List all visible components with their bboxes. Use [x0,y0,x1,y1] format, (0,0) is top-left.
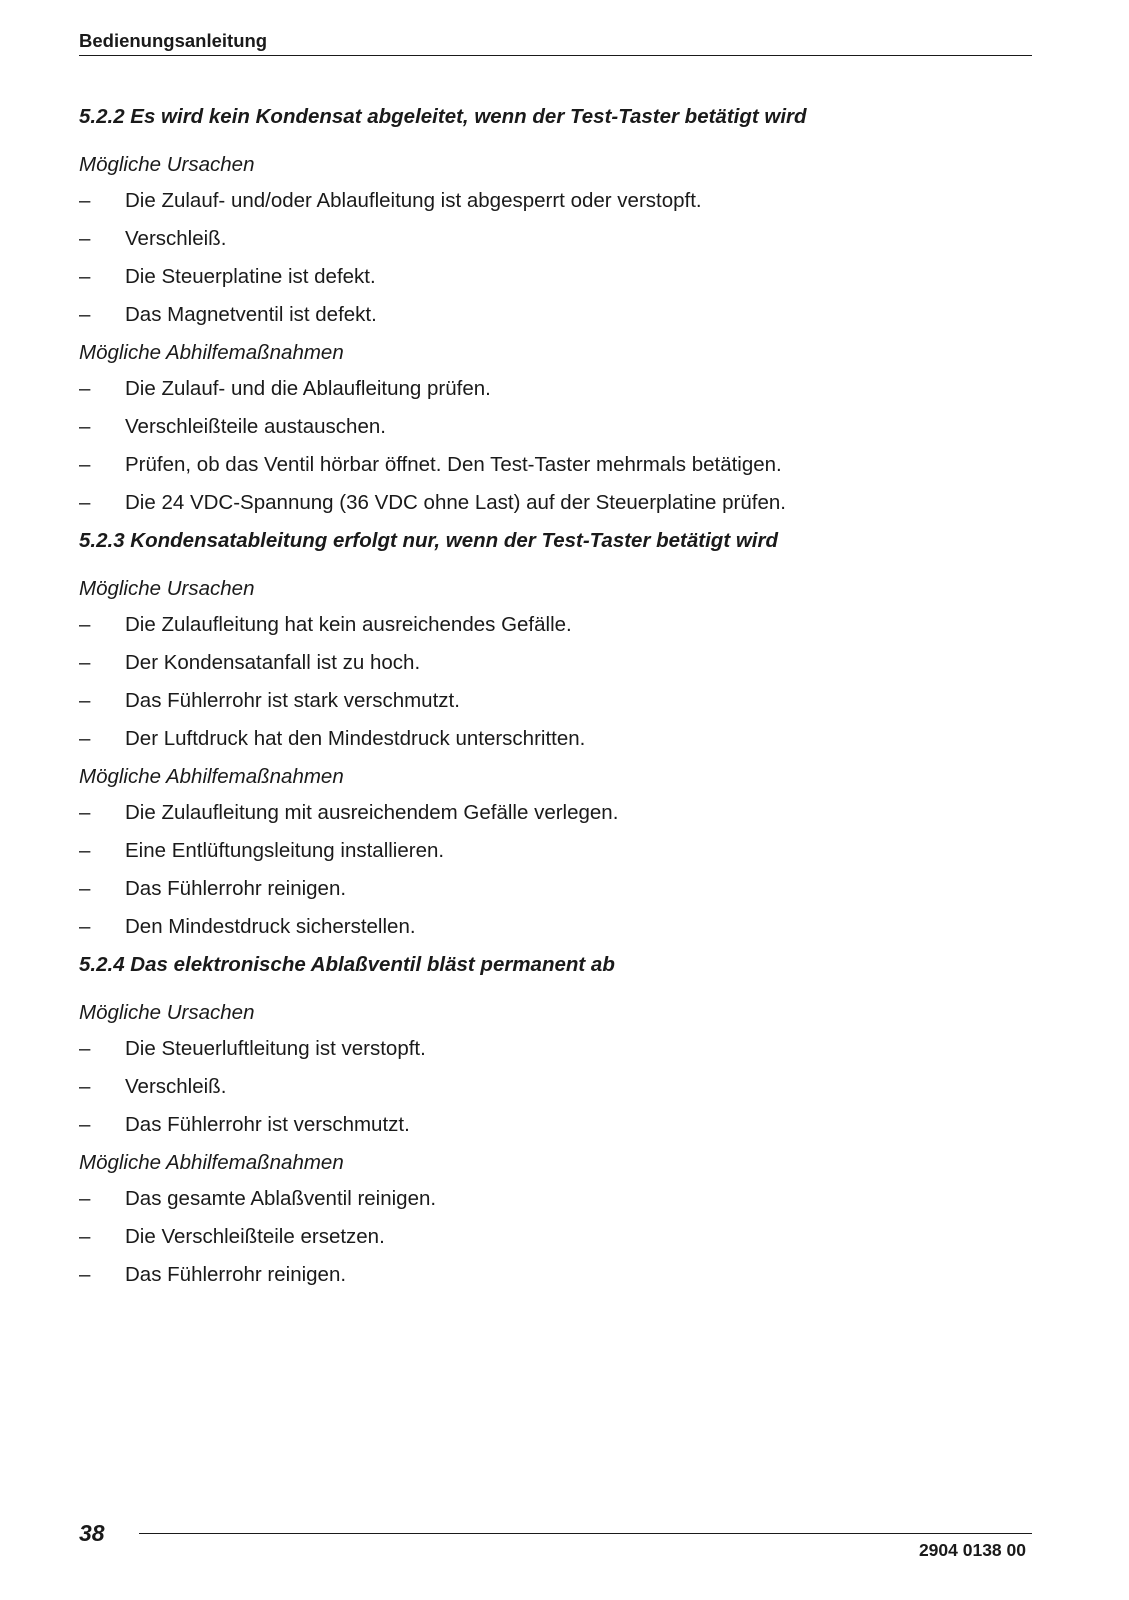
list-item [79,1224,1032,1250]
list-item-text: Das Fühlerrohr reinigen. [125,877,347,900]
list-item [79,414,1032,440]
dash-bullet: – [79,877,91,900]
dash-bullet: – [79,189,91,212]
list-item-text: Die Verschleißteile ersetzen. [125,1225,385,1248]
list-item-text: Verschleiß. [125,227,227,250]
remedies-label: Mögliche Abhilfemaßnahmen [79,1151,344,1174]
causes-group [79,1000,1032,1138]
list-item-text: Eine Entlüftungsleitung installieren. [125,839,445,862]
list-item-text: Die Zulauf- und die Ablaufleitung prüfen. [125,377,491,400]
dash-bullet: – [79,839,91,862]
list-item [79,1036,1032,1062]
dash-bullet: – [79,689,91,712]
list-item [79,264,1032,290]
list-item [79,1186,1032,1212]
dash-bullet: – [79,727,91,750]
causes-label: Mögliche Ursachen [79,577,255,600]
section-heading: 5.2.2 Es wird kein Kondensat abgeleitet, wenn der Test-Taster betätigt wird [79,105,807,128]
page-content [79,104,1032,1300]
page-footer [79,1520,1032,1580]
list-item [79,302,1032,328]
header-title: Bedienungsanleitung [79,30,268,51]
dash-bullet: – [79,651,91,674]
list-item-text: Das Magnetventil ist defekt. [125,303,377,326]
list-item [79,1074,1032,1100]
dash-bullet: – [79,801,91,824]
dash-bullet: – [79,491,91,514]
list-item [79,650,1032,676]
causes-group [79,576,1032,752]
document-number: 2904 0138 00 [918,1540,1026,1560]
dash-bullet: – [79,613,91,636]
list-item-text: Verschleiß. [125,1075,227,1098]
list-item [79,726,1032,752]
running-header [79,30,1032,56]
list-item [79,188,1032,214]
list-item-text: Der Luftdruck hat den Mindestdruck unterschritten. [125,727,586,750]
dash-bullet: – [79,265,91,288]
dash-bullet: – [79,377,91,400]
dash-bullet: – [79,303,91,326]
list-item-text: Die 24 VDC-Spannung (36 VDC ohne Last) auf der Steuerplatine prüfen. [125,491,786,514]
remedies-list [79,800,1032,940]
remedies-group [79,340,1032,516]
remedies-group [79,764,1032,940]
dash-bullet: – [79,415,91,438]
list-item [79,490,1032,516]
list-item-text: Das gesamte Ablaßventil reinigen. [125,1187,437,1210]
list-item [79,876,1032,902]
remedies-label: Mögliche Abhilfemaßnahmen [79,765,344,788]
remedies-group [79,1150,1032,1288]
list-item [79,1112,1032,1138]
list-item [79,1262,1032,1288]
section-5-2-4 [79,952,1032,1288]
dash-bullet: – [79,1187,91,1210]
causes-group [79,152,1032,328]
dash-bullet: – [79,453,91,476]
list-item [79,376,1032,402]
causes-list [79,188,1032,328]
dash-bullet: – [79,227,91,250]
footer-rule [139,1533,1032,1534]
list-item [79,226,1032,252]
list-item [79,838,1032,864]
list-item-text: Der Kondensatanfall ist zu hoch. [125,651,421,674]
section-heading: 5.2.3 Kondensatableitung erfolgt nur, wenn der Test-Taster betätigt wird [79,529,778,552]
dash-bullet: – [79,915,91,938]
list-item-text: Das Fühlerrohr ist stark verschmutzt. [125,689,460,712]
list-item-text: Die Zulaufleitung mit ausreichendem Gefälle verlegen. [125,801,619,824]
causes-list [79,612,1032,752]
remedies-label: Mögliche Abhilfemaßnahmen [79,341,344,364]
causes-list [79,1036,1032,1138]
list-item-text: Die Steuerplatine ist defekt. [125,265,376,288]
list-item [79,914,1032,940]
remedies-list [79,1186,1032,1288]
dash-bullet: – [79,1075,91,1098]
section-5-2-3 [79,528,1032,940]
list-item [79,452,1032,478]
list-item-text: Das Fühlerrohr reinigen. [125,1263,347,1286]
page-number: 38 [79,1520,105,1546]
dash-bullet: – [79,1263,91,1286]
list-item [79,688,1032,714]
section-heading: 5.2.4 Das elektronische Ablaßventil bläst permanent ab [79,953,615,976]
causes-label: Mögliche Ursachen [79,1001,255,1024]
dash-bullet: – [79,1225,91,1248]
list-item [79,612,1032,638]
list-item-text: Den Mindestdruck sicherstellen. [125,915,416,938]
causes-label: Mögliche Ursachen [79,153,255,176]
list-item-text: Die Zulaufleitung hat kein ausreichendes Gefälle. [125,613,572,636]
list-item-text: Die Zulauf- und/oder Ablaufleitung ist abgesperrt oder verstopft. [125,189,702,212]
remedies-list [79,376,1032,516]
dash-bullet: – [79,1113,91,1136]
dash-bullet: – [79,1037,91,1060]
list-item-text: Prüfen, ob das Ventil hörbar öffnet. Den Test-Taster mehrmals betätigen. [125,453,782,476]
list-item [79,800,1032,826]
list-item-text: Verschleißteile austauschen. [125,415,386,438]
list-item-text: Das Fühlerrohr ist verschmutzt. [125,1113,410,1136]
list-item-text: Die Steuerluftleitung ist verstopft. [125,1037,426,1060]
section-5-2-2 [79,104,1032,516]
